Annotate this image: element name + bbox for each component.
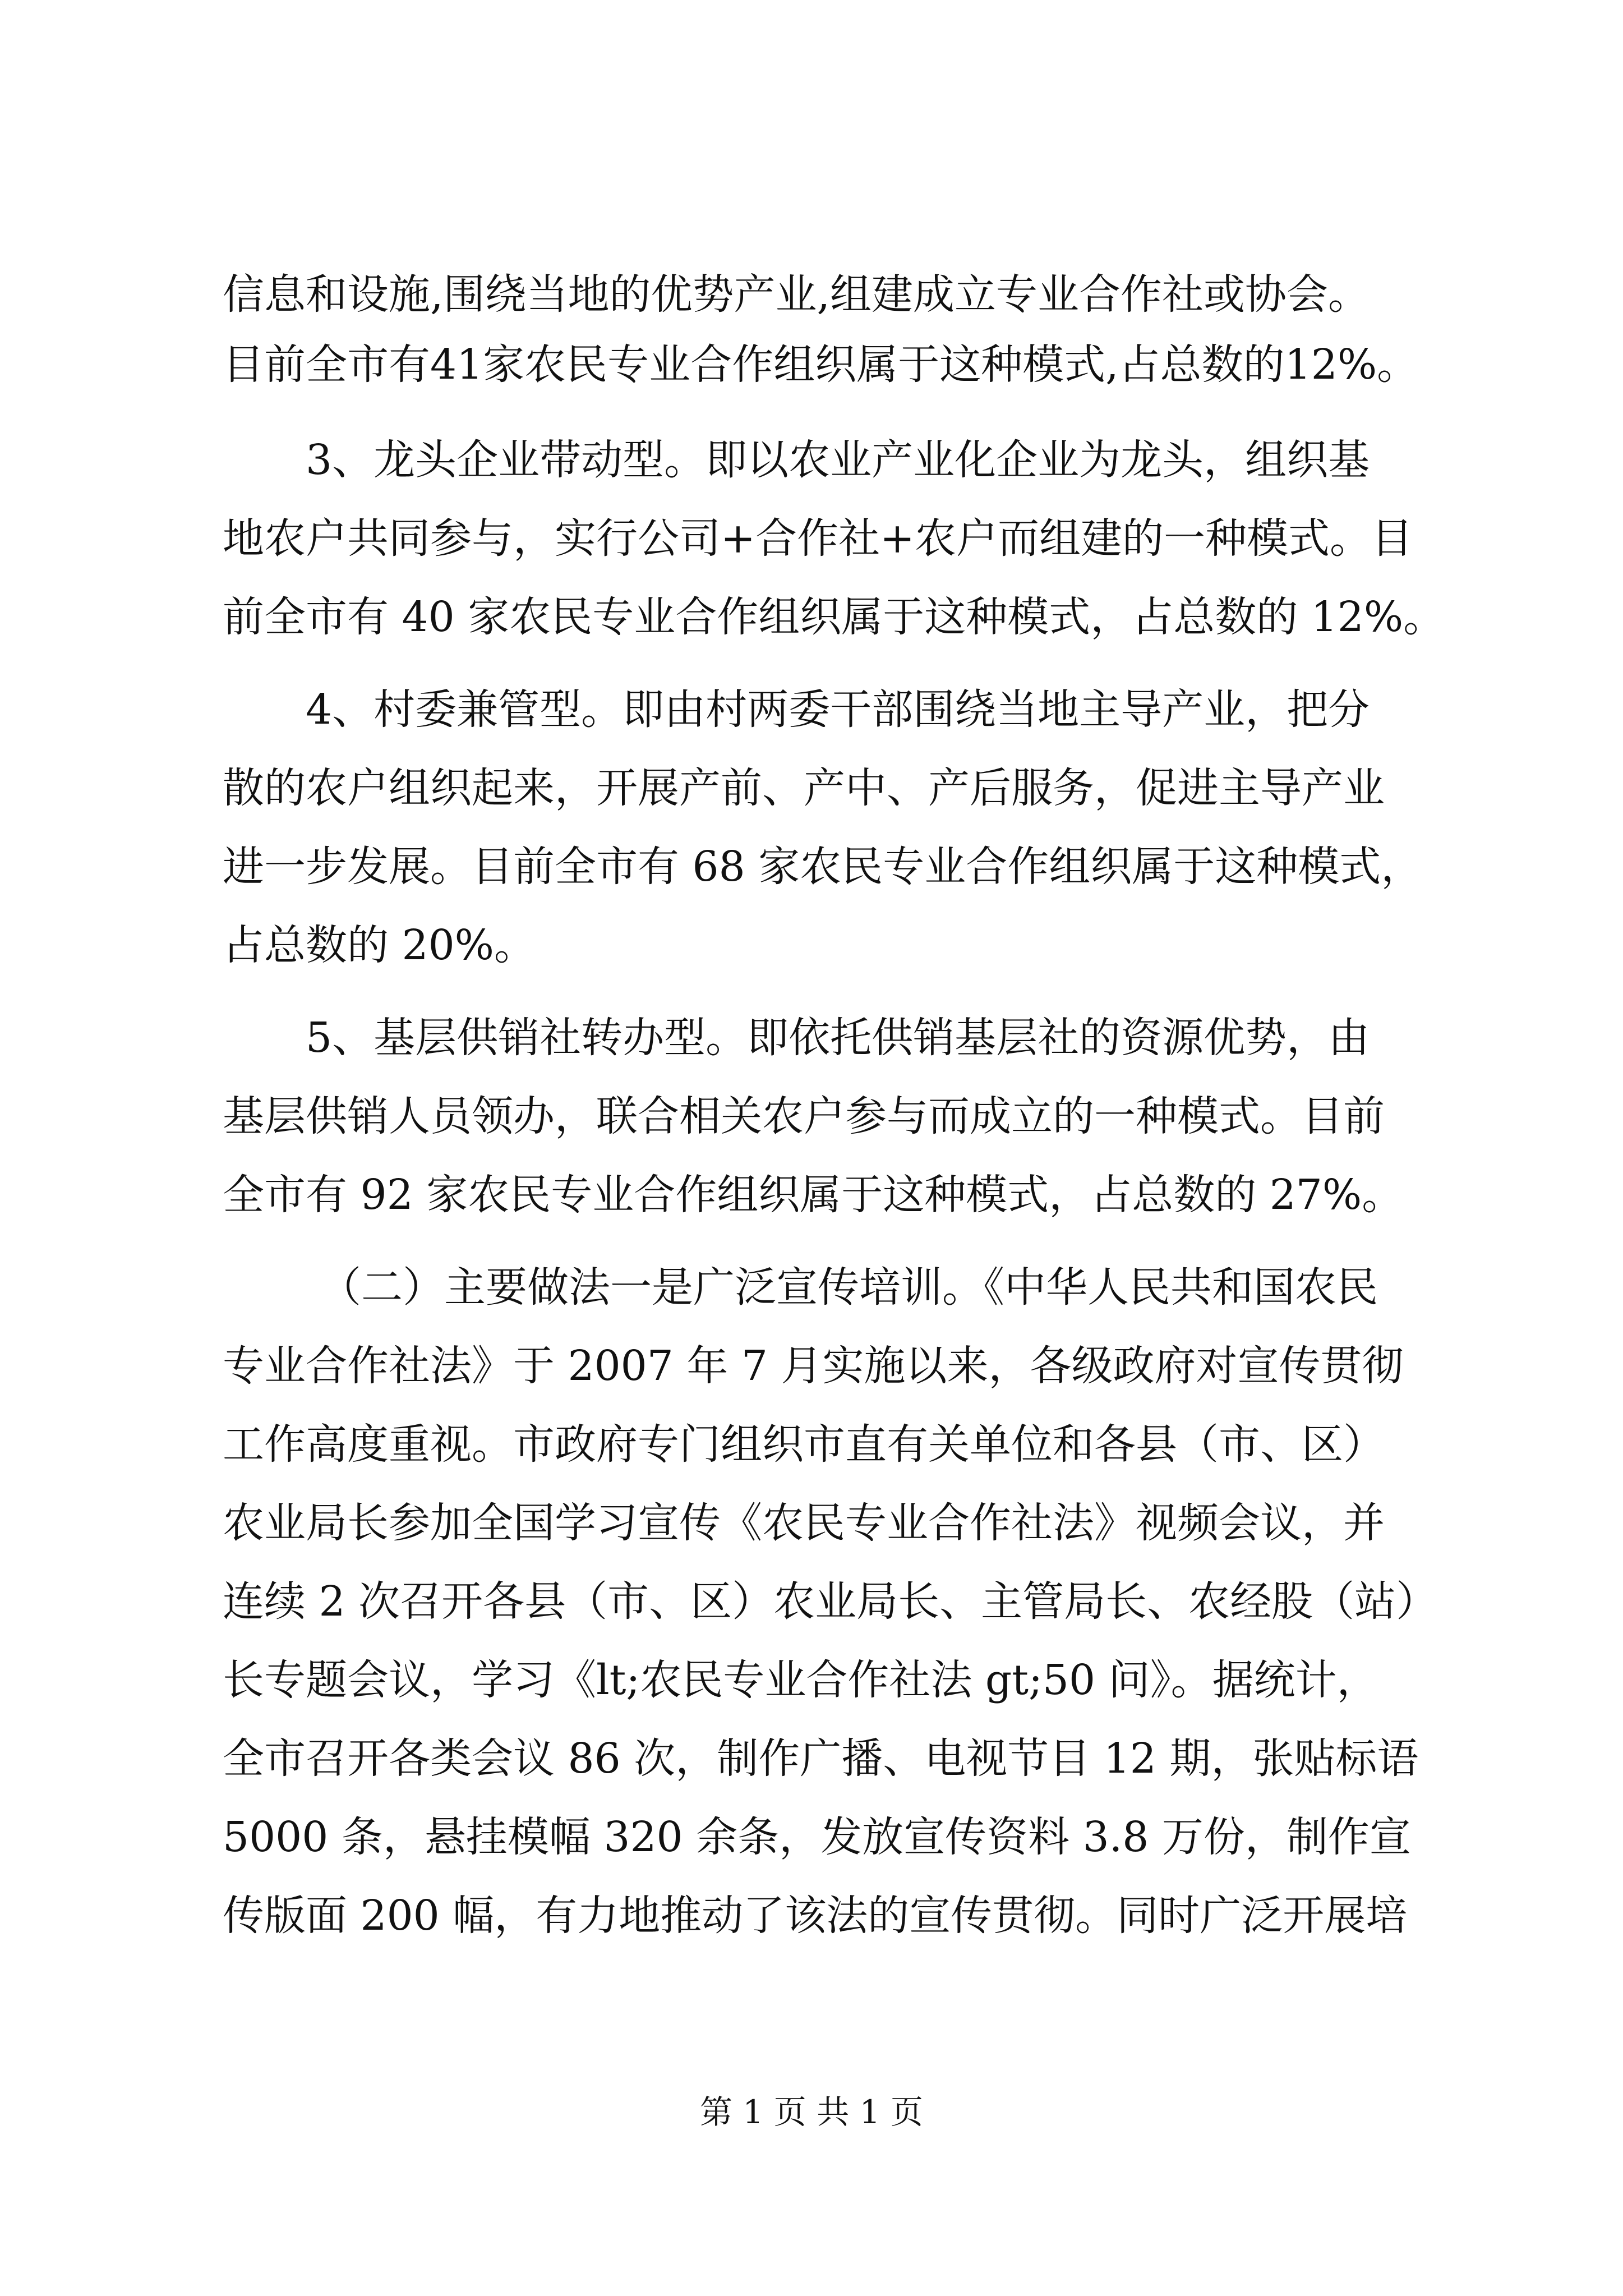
text-line: 工作高度重视。市政府专门组织市直有关单位和各县（市、区） [223, 1420, 1385, 1469]
text-line: 占总数的 20%。 [223, 921, 536, 969]
text-line: 基层供销人员领办，联合相关农户参与而成立的一种模式。目前 [223, 1092, 1385, 1140]
text-line: 连续 2 次召开各县（市、区）农业局长、主管局长、农经股（站） [223, 1577, 1438, 1626]
page-footer: 第 1 页 共 1 页 [700, 2093, 923, 2131]
text-line: 长专题会议，学习《lt;农民专业合作社法 gt;50 问》。据统计， [223, 1656, 1378, 1704]
text-line: 信息和设施,围绕当地的优势产业,组建成立专业合作社或协会。 [223, 270, 1370, 319]
text-line: 5000 条，悬挂模幅 320 余条，发放宣传资料 3.8 万份，制作宣 [223, 1813, 1411, 1861]
text-line: 3、龙头企业带动型。即以农业产业化企业为龙头，组织基 [306, 436, 1370, 484]
text-line: 全市召开各类会议 86 次，制作广播、电视节目 12 期，张贴标语 [223, 1734, 1419, 1783]
text-line: 4、村委兼管型。即由村两委干部围绕当地主导产业，把分 [306, 685, 1370, 734]
text-line: 传版面 200 幅，有力地推动了该法的宣传贯彻。同时广泛开展培 [223, 1892, 1408, 1940]
text-line: 目前全市有41家农民专业合作组织属于这种模式,占总数的12%。 [223, 341, 1419, 389]
text-line: 前全市有 40 家农民专业合作组织属于这种模式，占总数的 12%。 [223, 593, 1445, 641]
text-line: 专业合作社法》于 2007 年 7 月实施以来，各级政府对宣传贯彻 [223, 1342, 1404, 1390]
text-line: （二）主要做法一是广泛宣传培训。《中华人民共和国农民 [320, 1263, 1378, 1312]
text-line: 地农户共同参与，实行公司+合作社+农户而组建的一种模式。目 [223, 514, 1413, 563]
text-line: 农业局长参加全国学习宣传《农民专业合作社法》视频会议，并 [223, 1499, 1385, 1547]
text-line: 全市有 92 家农民专业合作组织属于这种模式，占总数的 27%。 [223, 1171, 1404, 1219]
text-line: 5、基层供销社转办型。即依托供销基层社的资源优势，由 [306, 1014, 1370, 1062]
text-line: 进一步发展。目前全市有 68 家农民专业合作组织属于这种模式， [223, 843, 1423, 891]
text-line: 散的农户组织起来，开展产前、产中、产后服务，促进主导产业 [223, 764, 1385, 812]
